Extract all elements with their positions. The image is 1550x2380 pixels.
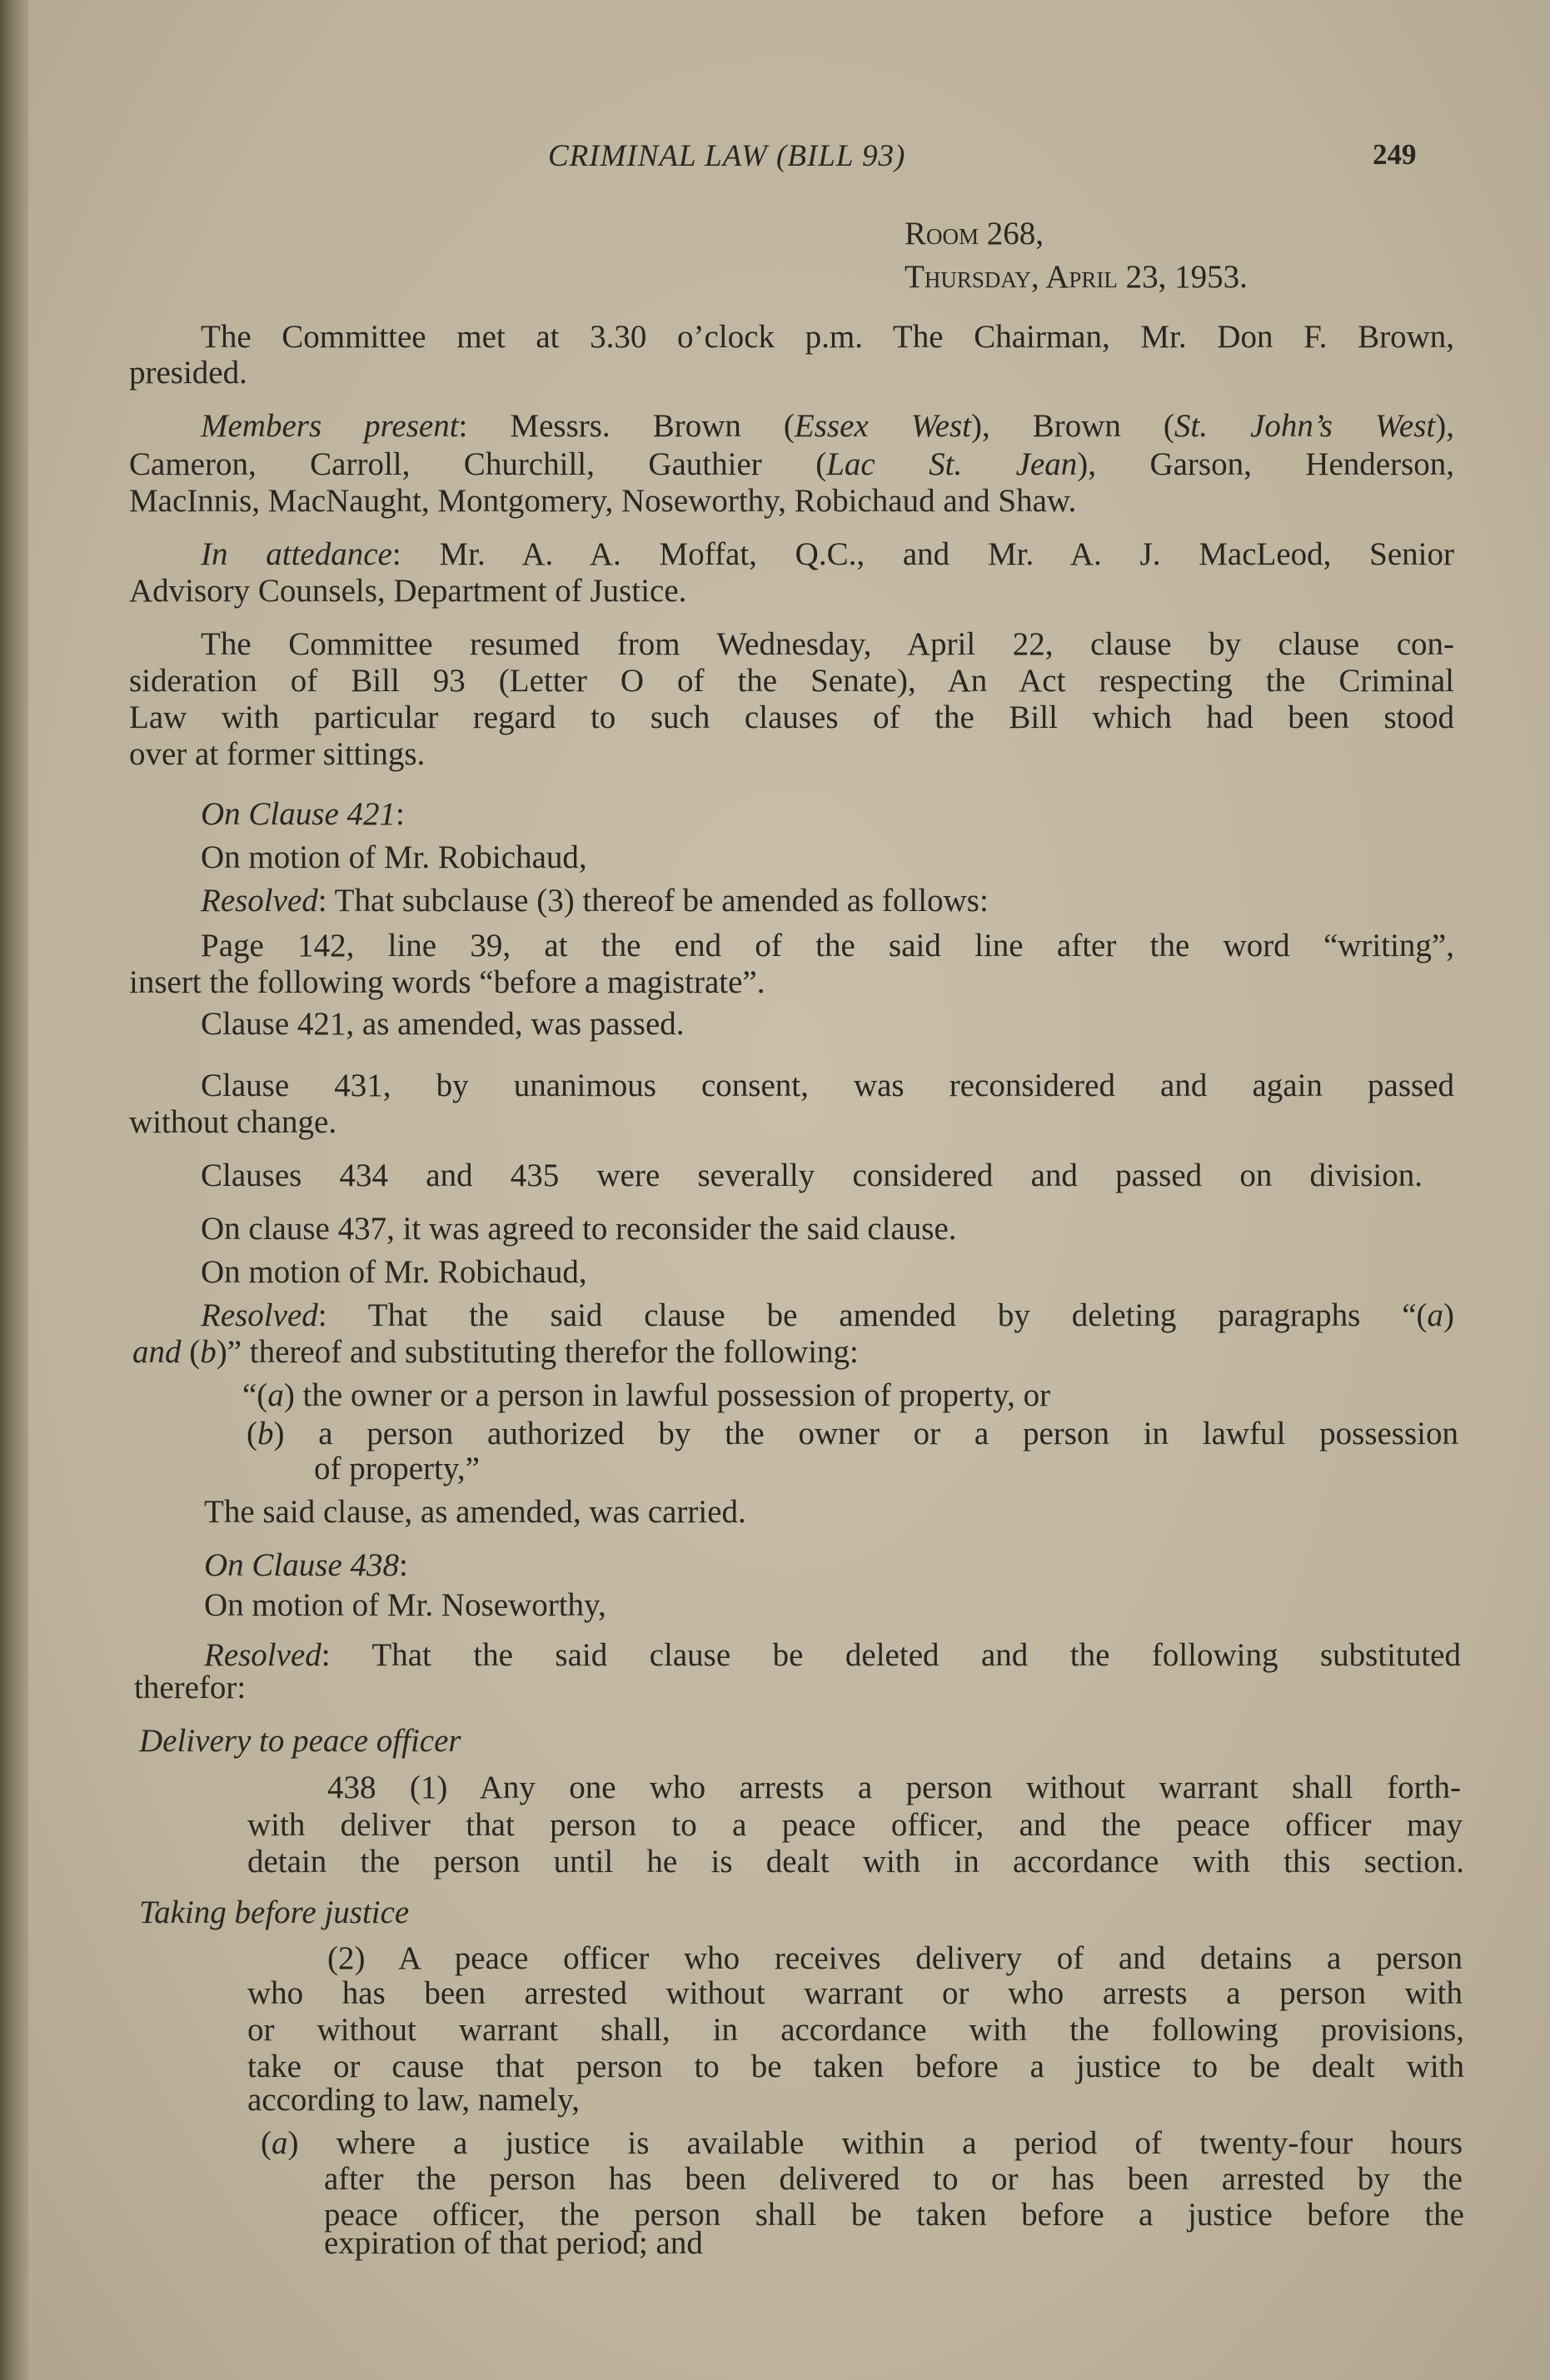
section-text: peace officer, the person shall be taken before a justice before the (324, 2197, 1464, 2233)
page-number: 249 (1373, 138, 1417, 171)
section-text: detain the person until he is dealt with in accordance with this section. (247, 1844, 1464, 1880)
section-text: or without warrant shall, in accordance with the following provisions, (247, 2012, 1464, 2048)
paragraph-line: Page 142, line 39, at the end of the said line after the word “writing”, (201, 928, 1454, 963)
resolved-line: Resolved: That the said clause be amended by deleting paragraphs “(a) (201, 1297, 1454, 1333)
section-text: who has been arrested without warrant or who arrests a person with (247, 1975, 1463, 2011)
clause-heading: On Clause 438: (204, 1547, 408, 1583)
dateline-date: Thursday, April 23, 1953. (905, 259, 1248, 295)
members-present-line: Members present: Messrs. Brown (Essex West), Brown (St. John’s West), (201, 408, 1455, 444)
marginal-note-justice: Taking before justice (139, 1895, 410, 1930)
paragraph-line: presided. (129, 355, 247, 391)
resolved-line: Resolved: That the said clause be deleted and the following substituted (204, 1637, 1461, 1673)
motion-line: On motion of Mr. Robichaud, (201, 1254, 587, 1290)
paragraph-line: over at former sittings. (129, 736, 426, 772)
motion-line: On motion of Mr. Robichaud, (201, 839, 587, 875)
paragraph-line: therefor: (134, 1670, 247, 1705)
quoted-paragraph-a: “(a) the owner or a person in lawful possession of property, or (242, 1377, 1051, 1413)
resolved-line: Resolved: That subclause (3) thereof be amended as follows: (201, 883, 989, 919)
paragraph-line: and (b)” thereof and substituting therefor the following: (132, 1334, 859, 1370)
attendance-line: In attedance: Mr. A. A. Moffat, Q.C., and Mr. A. J. MacLeod, Senior (201, 536, 1454, 572)
paragraph-line: Cameron, Carroll, Churchill, Gauthier (Lac St. Jean), Garson, Henderson, (129, 446, 1454, 482)
paragraph-line: Clauses 434 and 435 were severally considered and passed on division. (201, 1158, 1423, 1193)
section-text: 438 (1) Any one who arrests a person without warrant shall forth- (327, 1770, 1461, 1805)
paragraph-line: Law with particular regard to such clauses of the Bill which had been stood (129, 700, 1454, 735)
paragraph-line: The Committee met at 3.30 o’clock p.m. The Chairman, Mr. Don F. Brown, (201, 319, 1454, 355)
paragraph-line: Clause 431, by unanimous consent, was reconsidered and again passed (201, 1068, 1454, 1103)
paragraph-line: of property,” (314, 1451, 480, 1486)
clause-heading: On Clause 421: (201, 796, 405, 832)
motion-line: On motion of Mr. Noseworthy, (204, 1587, 606, 1623)
section-text: take or cause that person to be taken before a justice to be dealt with (247, 2049, 1464, 2084)
paragraph-line: sideration of Bill 93 (Letter O of the Senate), An Act respecting the Criminal (129, 663, 1454, 699)
paragraph-line: The Committee resumed from Wednesday, April 22, clause by clause con- (201, 626, 1454, 662)
paragraph-line: insert the following words “before a magistrate”. (129, 964, 765, 1000)
marginal-note-delivery: Delivery to peace officer (139, 1723, 461, 1759)
quoted-paragraph-b: (b) a person authorized by the owner or a person in lawful possession (247, 1416, 1458, 1451)
section-paragraph-a: (a) where a justice is available within a period of twenty-four hours (261, 2125, 1463, 2161)
dateline-room: Room 268, (905, 216, 1044, 251)
scanned-page (28, 0, 1550, 2380)
paragraph-line: Clause 421, as amended, was passed. (201, 1006, 685, 1042)
section-text: after the person has been delivered to or has been arrested by the (324, 2161, 1463, 2197)
paragraph-line: Advisory Counsels, Department of Justice. (129, 573, 687, 609)
book-spine-shadow (0, 0, 28, 2380)
paragraph-line: without change. (129, 1104, 337, 1140)
section-text: (2) A peace officer who receives delivery of and detains a person (327, 1940, 1463, 1976)
paragraph-line: On clause 437, it was agreed to reconsider the said clause. (201, 1211, 957, 1247)
running-header: CRIMINAL LAW (BILL 93) (548, 139, 906, 173)
section-text: with deliver that person to a peace officer, and the peace officer may (247, 1807, 1463, 1843)
section-text: according to law, namely, (247, 2082, 580, 2118)
section-text: expiration of that period; and (324, 2225, 703, 2261)
paragraph-line: MacInnis, MacNaught, Montgomery, Noseworthy, Robichaud and Shaw. (129, 483, 1077, 519)
paragraph-line: The said clause, as amended, was carried. (204, 1494, 746, 1530)
